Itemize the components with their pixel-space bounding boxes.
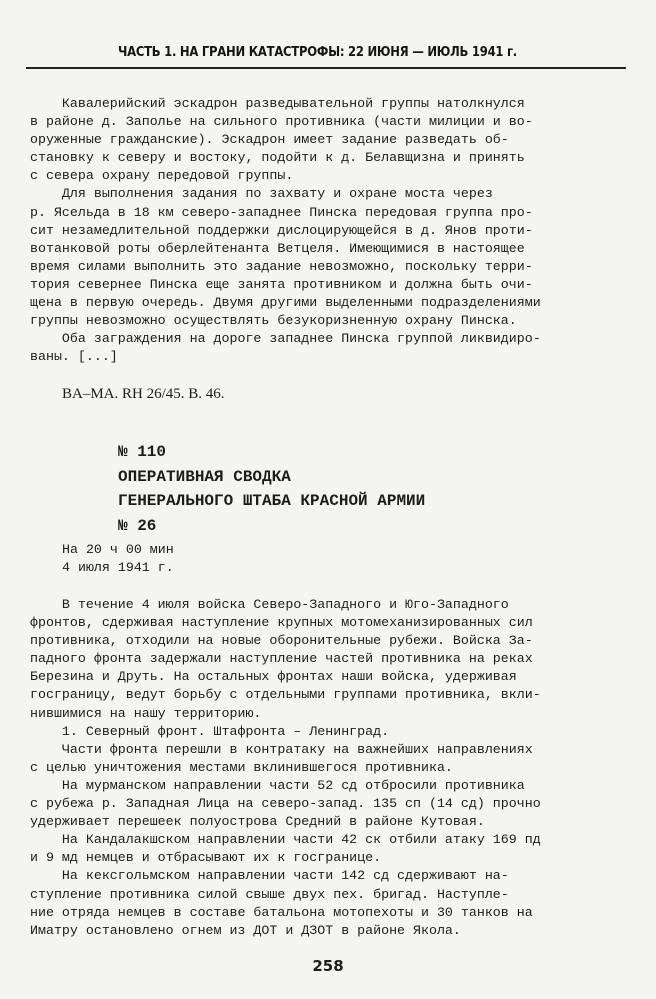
document-heading: [118, 440, 425, 538]
text-line: госграницу, ведут борьбу с отдельными группами противника, вкли-: [30, 687, 541, 703]
text-block-cavalry-report: [30, 95, 630, 366]
text-line: Оба заграждения на дороге западнее Пинска группой ликвидиро-: [30, 331, 541, 347]
text-line: На Кандалакшском направлении части 42 ск отбили атаку 169 пд: [30, 832, 541, 848]
text-line: Для выполнения задания по захвату и охране моста через: [30, 186, 493, 202]
text-line: Части фронта перешли в контратаку на важнейших направлениях: [30, 741, 533, 757]
page-number: 258: [312, 957, 344, 975]
text-line: На кексгольмском направлении части 142 сд сдерживают на-: [30, 868, 509, 884]
text-line: Кавалерийский эскадрон разведывательной группы натолкнулся: [30, 96, 525, 111]
running-header: ЧАСТЬ 1. НА ГРАНИ КАТАСТРОФЫ: 22 ИЮНЯ — ИЮЛЬ 1941 г.: [118, 44, 517, 60]
text-line: с рубежа р. Западная Лица на северо-запад. 135 сп (14 сд) прочно: [30, 796, 541, 812]
text-line: тория севернее Пинска еще занята противником и должна быть очи-: [30, 276, 533, 292]
text-line: время силами выполнить это задание невозможно, поскольку терри-: [30, 258, 533, 274]
text-line: ступление противника силой свыше двух пех. бригад. Наступле-: [30, 886, 509, 902]
text-line: в районе д. Заполье на сильного противника (части милиции и во-: [30, 114, 533, 130]
report-time: На 20 ч 00 мин: [62, 542, 174, 557]
document-title-line-2: ГЕНЕРАЛЬНОГО ШТАБА КРАСНОЙ АРМИИ: [118, 492, 426, 510]
text-line: и 9 мд немцев и отбрасывают их к госгранице.: [30, 850, 382, 866]
text-line: р. Ясельда в 18 км северо-западнее Пинска передовая группа про-: [30, 204, 533, 220]
text-line: В течение 4 июля войска Северо-Западного и Юго-Западного: [30, 597, 509, 612]
text-line: нившимися на нашу территорию.: [30, 705, 262, 721]
header-rule: [26, 67, 626, 69]
text-line: с целью уничтожения местами вклинившегося противника.: [30, 759, 453, 775]
text-line: падного фронта задержали наступление частей противника на реках: [30, 651, 533, 667]
text-line: На мурманском направлении части 52 сд отбросили противника: [30, 777, 525, 793]
report-date: [62, 541, 174, 578]
document-number: № 110: [118, 443, 167, 461]
text-line: вотанковой роты оберлейтенанта Ветцеля. Имеющимися в настоящее: [30, 240, 525, 256]
text-block-operational-summary: [30, 596, 630, 940]
text-line: 1. Северный фронт. Штафронта – Ленинград.: [30, 723, 390, 739]
text-line: фронтов, сдерживая наступление крупных мотомеханизированных сил: [30, 615, 533, 631]
text-line: щена в первую очередь. Двумя другими выделенными подразделениями: [30, 295, 541, 311]
text-line: удерживает перешеек полуострова Средний в районе Кутовая.: [30, 814, 485, 830]
archive-source-citation: BA–MA. RH 26/45. B. 46.: [62, 386, 225, 402]
text-line: ние отряда немцев в составе батальона мотопехоты и 30 танков на: [30, 904, 533, 920]
report-day: 4 июля 1941 г.: [62, 560, 174, 576]
text-line: Иматру остановлено огнем из ДОТ и ДЗОТ в районе Якола.: [30, 922, 461, 938]
text-line: группы невозможно осуществлять безукоризненную охрану Пинска.: [30, 313, 517, 329]
document-title-line-1: ОПЕРАТИВНАЯ СВОДКА: [118, 467, 291, 486]
text-line: Березина и Друть. На остальных фронтах наши войска, удерживая: [30, 669, 517, 685]
text-line: становку к северу и востоку, подойти к д. Белавщизна и принять: [30, 150, 525, 166]
text-line: с севера охрану передовой группы.: [30, 168, 294, 184]
text-line: оруженные гражданские). Эскадрон имеет задание разведать об-: [30, 132, 509, 148]
text-line: сит незамедлительной поддержки дислоцирующейся в д. Янов проти-: [30, 222, 533, 238]
text-line: ваны. [...]: [30, 349, 118, 365]
text-line: противника, отходили на новые оборонительные рубежи. Войска За-: [30, 633, 533, 649]
document-sub-number: № 26: [118, 516, 157, 535]
